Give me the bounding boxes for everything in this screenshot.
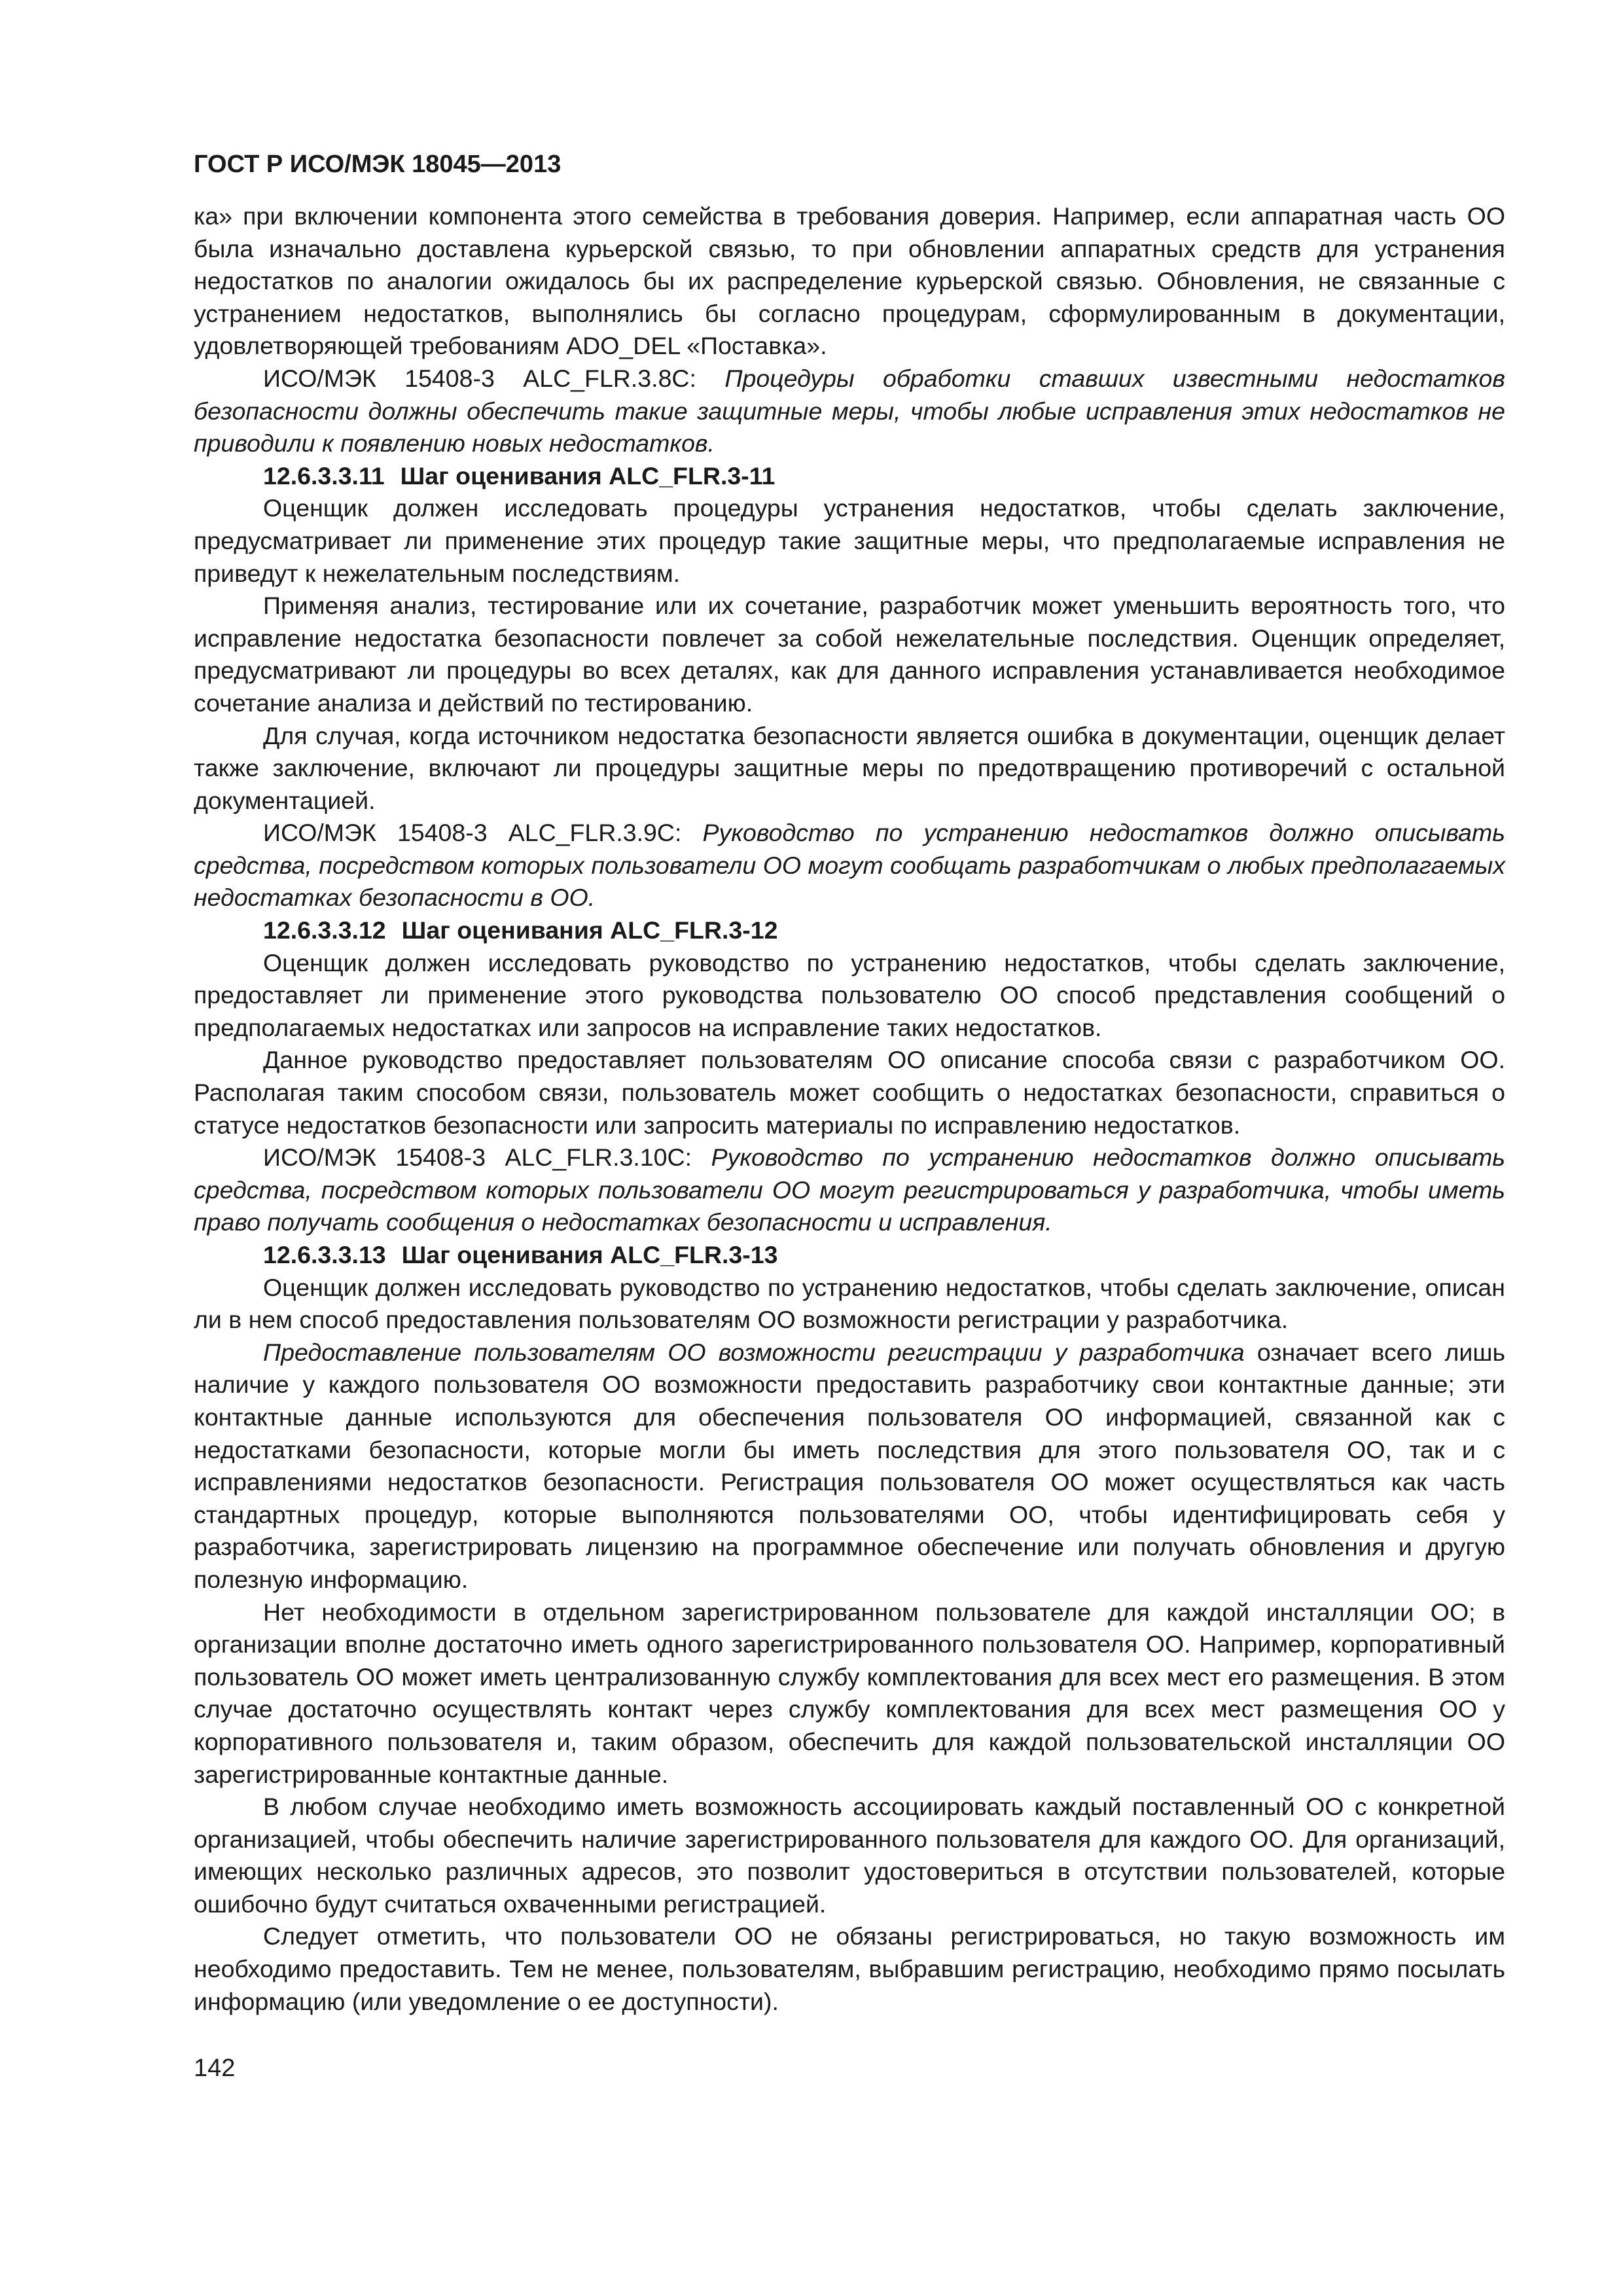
requirement-paragraph [194,817,1505,914]
section-title: Шаг оценивания ALC_FLR.3-12 [401,916,778,944]
defined-term: Предоставление пользователям ОО возможности регистрации у разработчика [263,1338,1245,1366]
paragraph: Оценщик должен исследовать процедуры устранения недостатков, чтобы сделать заключение, предусматривает ли применение этих процедур такие защитные меры, что предполагаемые исправления не приведут к нежелательным последствиям. [194,494,1505,587]
section-heading-13 [194,1239,1505,1272]
document-page [194,148,1505,2018]
paragraph: Для случая, когда источником недостатка безопасности является ошибка в документации, оценщик делает также заключение, включают ли процедуры защитные меры по предотвращению противоречий с остальной документацией. [194,721,1505,814]
paragraph: Следует отметить, что пользователи ОО не обязаны регистрироваться, но такую возможность им необходимо предоставить. Тем не менее, пользователям, выбравшим регистрацию, необходимо прямо посылать информацию (или уведомление о ее доступности). [194,1922,1505,2015]
definition-text: означает всего лишь наличие у каждого пользователя ОО возможности предоставить разработчику свои контактные данные; эти контактные данные используются для обеспечения пользователя ОО информацией, связанной как с недостатками безопасности, которые могли бы иметь последствия для этого пользователя ОО, так и с исправлениями недостатков безопасности. Регистрация пользователя ОО может осуществляться как часть стандартных процедур, которые выполняются пользователями ОО, чтобы идентифицировать себя у разработчика, зарегистрировать лицензию на программное обеспечение или получать обновления и другую полезную информацию. [194,1338,1505,1593]
section-title: Шаг оценивания ALC_FLR.3-13 [401,1241,778,1268]
paragraph: Оценщик должен исследовать руководство по устранению недостатков, чтобы сделать заключение, предоставляет ли применение этого руководства пользователю ОО способ представления сообщений о предполагаемых недостатках или запросов на исправление таких недостатков. [194,948,1505,1041]
requirement-reference: ИСО/МЭК 15408-3 ALC_FLR.3.10C: [263,1143,711,1172]
paragraph: Данное руководство предоставляет пользователям ОО описание способа связи с разработчиком ОО. Располагая таким способом связи, пользователь может сообщить о недостатках безопасности, справиться о статусе недостатков безопасности или запросить материалы по исправлению недостатков. [194,1046,1505,1139]
requirement-text: Процедуры обработки ставших известными недостатков безопасности должны обеспечить такие защитные меры, чтобы любые исправления этих недостатков не приводили к появлению новых недостатков. [194,364,1505,457]
section-title: Шаг оценивания ALC_FLR.3-11 [400,461,776,490]
paragraph: В любом случае необходимо иметь возможность ассоциировать каждый поставленный ОО с конкретной организацией, чтобы обеспечить наличие зарегистрированного пользователя для каждого ОО. Для организаций, имеющих несколько различных адресов, это позволит удостовериться в отсутствии пользователей, которые ошибочно будут считаться охваченными регистрацией. [194,1793,1505,1918]
document-body [194,200,1505,2018]
section-number: 12.6.3.3.13 [263,1241,386,1268]
paragraph: Оценщик должен исследовать руководство по устранению недостатков, чтобы сделать заключение, описан ли в нем способ предоставления пользователям ОО возможности регистрации у разработчика. [194,1273,1505,1334]
requirement-text: Руководство по устранению недостатков должно описывать средства, посредством которых пользователи ОО могут сообщать разработчикам о любых предполагаемых недостатках безопасности в ОО. [194,819,1505,912]
requirement-paragraph [194,1141,1505,1239]
requirement-paragraph [194,363,1505,460]
section-heading-11 [194,460,1505,493]
requirement-text: Руководство по устранению недостатков должно описывать средства, посредством которых пользователи ОО могут регистрироваться у разработчика, чтобы иметь право получать сообщения о недостатках безопасности и исправления. [194,1143,1506,1236]
section-heading-12 [194,914,1505,947]
paragraph [194,1336,1505,1596]
document-header: ГОСТ Р ИСО/МЭК 18045—2013 [194,151,562,178]
section-number: 12.6.3.3.12 [263,916,386,944]
requirement-reference: ИСО/МЭК 15408-3 ALC_FLR.3.8C: [263,364,725,392]
page-number: 142 [194,2054,236,2082]
section-number: 12.6.3.3.11 [263,461,385,490]
paragraph: Применяя анализ, тестирование или их сочетание, разработчик может уменьшить вероятность того, что исправление недостатка безопасности повлечет за собой нежелательные последствия. Оценщик определяет, предусматривают ли процедуры во всех деталях, как для данного исправления устанавливается необходимое сочетание анализа и действий по тестированию. [194,592,1505,717]
paragraph: Нет необходимости в отдельном зарегистрированном пользователе для каждой инсталляции ОО; в организации вполне достаточно иметь одного зарегистрированного пользователя ОО. Например, корпоративный пользователь ОО может иметь централизованную службу комплектования для всех мест его размещения. В этом случае достаточно осуществлять контакт через службу комплектования для всех мест размещения ОО у корпоративного пользователя и, таким образом, обеспечить для каждой пользовательской инсталляции ОО зарегистрированные контактные данные. [194,1598,1505,1788]
requirement-reference: ИСО/МЭК 15408-3 ALC_FLR.3.9C: [263,819,703,847]
paragraph: ка» при включении компонента этого семейства в требования доверия. Например, если аппаратная часть ОО была изначально доставлена курьерской связью, то при обновлении аппаратных средств для устранения недостатков по аналогии ожидалось бы их распределение курьерской связью. Обновления, не связанные с устранением недостатков, выполнялись бы согласно процедурам, сформулированным в документации, удовлетворяющей требованиям ADO_DEL «Поставка». [194,202,1505,360]
